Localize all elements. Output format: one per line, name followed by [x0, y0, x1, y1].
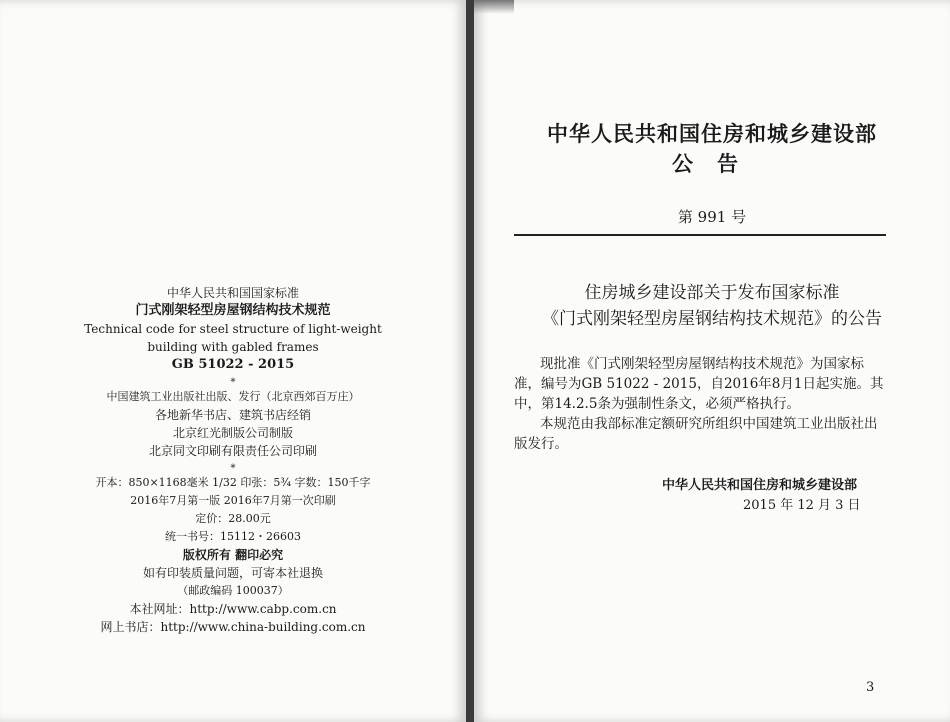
signature-organization: 中华人民共和国住房和城乡建设部 [662, 478, 858, 493]
separator-star: * [230, 377, 236, 388]
postcode-line: （邮政编码 100037） [177, 584, 289, 597]
announcement-title-line2: 《门式刚架轻型房屋钢结构技术规范》的公告 [542, 309, 882, 329]
announcement-paragraph-2: 本规范由我部标准定额研究所组织中国建筑工业出版社出版发行。 [514, 416, 878, 452]
quality-notice-line: 如有印装质量问题，可寄本社退换 [142, 566, 323, 580]
signature-date: 2015 年 12 月 3 日 [743, 498, 861, 513]
standard-series: 中华人民共和国国家标准 [166, 286, 299, 300]
plate-maker-line: 北京红光制版公司制版 [172, 426, 293, 440]
book-title-en-line1: Technical code for steel structure of light-weight [84, 322, 382, 336]
format-spec-line: 开本：850×1168毫米 1/32 印张：5¾ 字数：150千字 [95, 476, 371, 489]
book-title-en-line2: building with gabled frames [147, 340, 319, 354]
rights-line: 版权所有 翻印必究 [182, 548, 284, 562]
announcement-title-line1: 住房城乡建设部关于发布国家标准 [584, 283, 840, 303]
bookstore-line: 网上书店：http://www.china-building.com.cn [100, 620, 366, 634]
book-gutter [466, 0, 474, 722]
separator-star: * [230, 463, 236, 474]
distributor-line: 各地新华书店、建筑书店经销 [154, 408, 311, 422]
publisher-line: 中国建筑工业出版社出版、发行（北京西郊百万庄） [106, 390, 360, 403]
edition-line: 2016年7月第一版 2016年7月第一次印刷 [130, 494, 336, 507]
price-line: 定价：28.00元 [195, 512, 271, 525]
page-number: 3 [866, 680, 875, 695]
standard-code: GB 51022 - 2015 [171, 357, 295, 372]
header-rule [514, 234, 886, 236]
printer-line: 北京同文印刷有限责任公司印刷 [148, 444, 317, 458]
ministry-heading: 中华人民共和国住房和城乡建设部 [547, 121, 877, 146]
copyright-imprint [0, 284, 466, 636]
website-line: 本社网址：http://www.cabp.com.cn [129, 602, 337, 616]
announcement-number: 第 991 号 [677, 208, 747, 226]
book-number-line: 统一书号：15112・26603 [165, 530, 301, 543]
book-title-cn: 门式刚架轻型房屋钢结构技术规范 [135, 303, 331, 318]
announcement-paragraph-1: 现批准《门式刚架轻型房屋钢结构技术规范》为国家标准，编号为GB 51022 - 2015，自2016年8月1日起实施。其中，第14.2.5条为强制性条文，必须严格执行。 [514, 356, 884, 412]
page-curl-shadow [474, 0, 514, 14]
announcement-heading: 公告 [672, 151, 762, 176]
